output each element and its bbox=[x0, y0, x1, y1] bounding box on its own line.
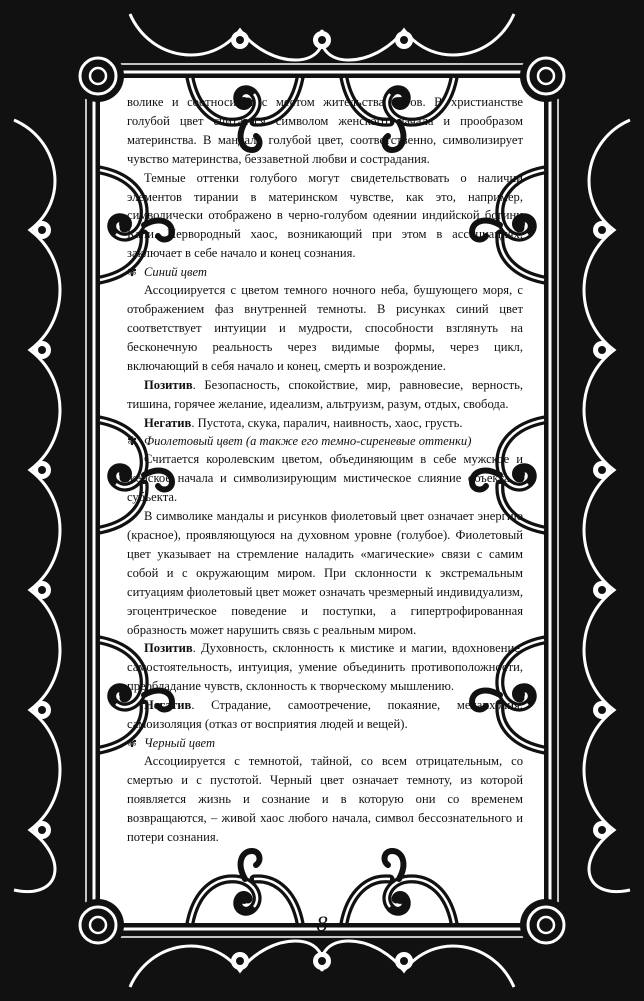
positive-label: Позитив bbox=[144, 641, 193, 656]
negative-text: . Страдание, самоотречение, покаяние, меланхолия, самоизоляция (отказ от восприятия людей и вещей). bbox=[127, 698, 523, 732]
positive-paragraph bbox=[127, 376, 523, 414]
paragraph: Считается королевским цветом, объединяющим в себе мужское и женское начала и символизирующим мистическое слияние объекта и субъекта. bbox=[127, 452, 523, 505]
positive-text: . Безопасность, спокойствие, мир, равновесие, верность, тишина, горячее желание, идеализм, альтруизм, разум, отдых, свобода. bbox=[127, 377, 523, 411]
section-heading-blue bbox=[127, 263, 523, 281]
paragraph: Ассоциируется с цветом темного ночного неба, бушующего моря, с отображением фаз внутренней темноты. В рисунках синий цвет соответствует интуиции и мудрости, способности взглянуть на бесконечную реальность через видимые формы, через цикл, включающий в себя начало и конец, смерть и возрождение. bbox=[127, 283, 523, 373]
flower-ornament-icon: ✾ bbox=[127, 434, 138, 449]
page-text bbox=[127, 93, 523, 847]
paragraph: Темные оттенки голубого могут свидетельствовать о наличии элементов тирании в материнском чувстве, как это, например, символически отображено в черно-голубом одеянии индийской богини Кали. Первородный хаос, возникающий при этом в ассоциациях, заключает в себе начало и конец сознания. bbox=[127, 170, 523, 261]
positive-text: . Духовность, склонность к мистике и магии, вдохновение, самостоятельность, интуиция, умение объединить противоположности, преобладание чувств, склонность к творческому мышлению. bbox=[127, 641, 523, 694]
negative-label: Негатив bbox=[144, 698, 192, 713]
section-heading-violet bbox=[127, 432, 523, 450]
section-heading-black bbox=[127, 734, 523, 752]
flower-ornament-icon: ✾ bbox=[127, 265, 138, 280]
negative-paragraph bbox=[127, 696, 523, 734]
flower-ornament-icon: ✾ bbox=[127, 736, 138, 750]
section-title: Фиолетовый цвет (а также его темно-сиреневые оттенки) bbox=[144, 434, 472, 449]
positive-paragraph bbox=[127, 639, 523, 696]
page-number: 8 bbox=[316, 911, 328, 936]
section-title: Синий цвет bbox=[144, 265, 207, 280]
positive-label: Позитив bbox=[144, 377, 193, 392]
paragraph: Ассоциируется с темнотой, тайной, со всем отрицательным, со смертью и с пустотой. Черный цвет означает темноту, из которой появляется жизнь и сознание и в которую они со временем возвращаются, – живой хаос любого начала, символ бессознательного и потери сознания. bbox=[127, 754, 523, 844]
negative-text: . Пустота, скука, паралич, наивность, хаос, грусть. bbox=[191, 415, 463, 430]
negative-paragraph bbox=[127, 414, 523, 433]
paragraph: волике и соотносится с местом жительства богов. В христианстве голубой цвет считается символом женского начала и прообразом материнства. В мандале голубой цвет, соответственно, символизирует чувство материнства, беззаветной любви и сострадания. bbox=[127, 95, 523, 166]
section-title: Черный цвет bbox=[144, 736, 216, 750]
negative-label: Негатив bbox=[144, 415, 192, 430]
paragraph: В символике мандалы и рисунков фиолетовый цвет означает энергию (красное), проявляющуюся на духовном уровне (голубое). Фиолетовый цвет указывает на стремление наладить «магические» связи с самим собой и с окружающим миром. При склонности к экстремальным ситуациям фиолетовый цвет может означать чрезмерный индивидуализм, эгоцентрическое поведение и поступки, а гипертрофированная образность может нарушить связь с реальным миром. bbox=[127, 509, 523, 637]
